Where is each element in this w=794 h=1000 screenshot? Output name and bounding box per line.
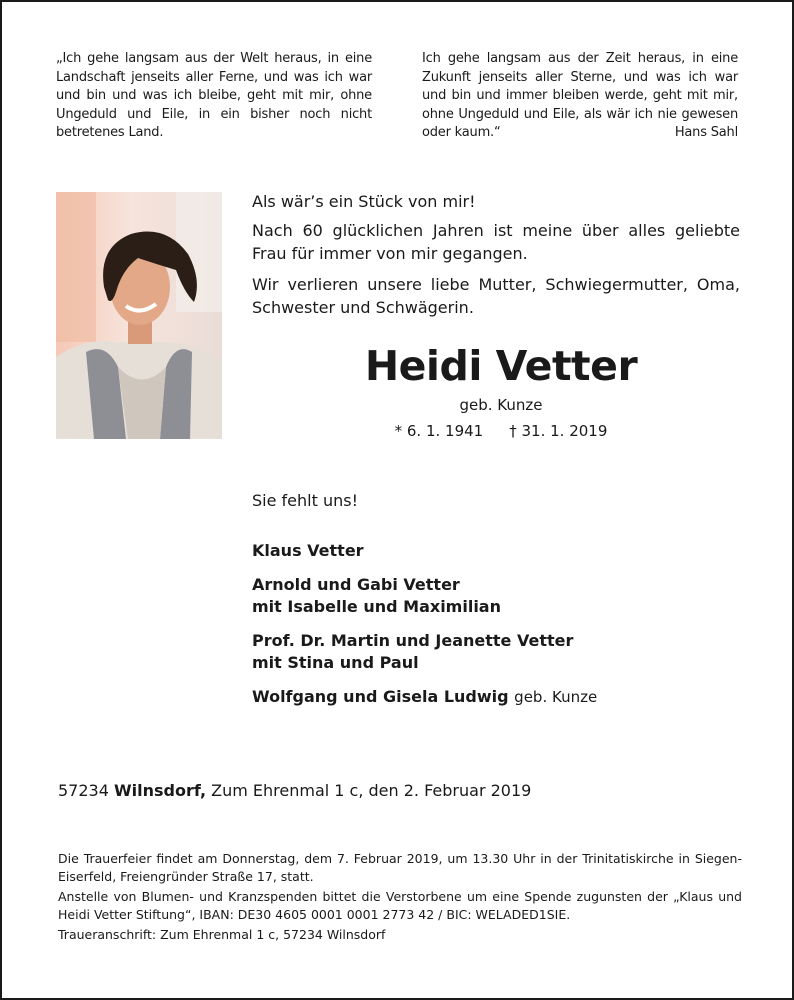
donation-info: Anstelle von Blumen- und Kranzspenden bittet die Verstorbene um eine Spende zugunsten der „Klaus und Heidi Vetter Stiftung“, IBAN: DE30 4605 0001 0001 2773 42 / BIC: WELADED1SIE. <box>58 889 742 922</box>
portrait-image <box>56 192 222 439</box>
mourner-line: Wolfgang und Gisela Ludwig <box>252 686 509 706</box>
mourning-address: Traueranschrift: Zum Ehrenmal 1 c, 57234 Wilnsdorf <box>58 927 386 942</box>
quote-left-text: „Ich gehe langsam aus der Welt heraus, in eine Landschaft jenseits aller Ferne, und was ich war und bin und was ich bleibe, geht mit mir, ohne Ungeduld und Eile, in ein bisher noch nicht betretenes Land. <box>56 51 372 140</box>
location-date <box>58 781 531 800</box>
mourner-line: Prof. Dr. Martin und Jeanette Vetter <box>252 630 574 650</box>
location-town: Wilnsdorf, <box>114 781 207 800</box>
paragraph-marriage: Nach 60 glücklichen Jahren ist meine über alles geliebte Frau für immer von mir gegangen. <box>252 221 740 263</box>
mourner-entry <box>252 686 740 709</box>
mourner-entry <box>252 630 740 675</box>
life-dates <box>252 422 740 440</box>
birth-date: * 6. 1. 1941 <box>394 422 484 440</box>
mourner-line: mit Isabelle und Maximilian <box>252 597 501 616</box>
maiden-name: geb. Kunze <box>459 396 543 414</box>
location-rest: Zum Ehrenmal 1 c, den 2. Februar 2019 <box>211 781 532 800</box>
mourner-entry <box>252 574 740 619</box>
mourner-suffix: geb. Kunze <box>514 687 598 706</box>
mourner-line: mit Stina und Paul <box>252 653 419 672</box>
closing-line: Sie fehlt uns! <box>252 491 358 510</box>
quote-left <box>56 50 372 143</box>
paragraph-family: Wir verlieren unsere liebe Mutter, Schwiegermutter, Oma, Schwester und Schwägerin. <box>252 275 740 317</box>
mourner-entry <box>252 540 740 563</box>
quote-right <box>422 50 738 143</box>
quote-author: Hans Sahl <box>674 125 738 140</box>
death-date: † 31. 1. 2019 <box>509 422 608 440</box>
mourners-list <box>252 540 740 719</box>
mourner-line: Klaus Vetter <box>252 541 364 560</box>
location-zip: 57234 <box>58 781 109 800</box>
funeral-info: Die Trauerfeier findet am Donnerstag, dem 7. Februar 2019, um 13.30 Uhr in der Trinitatiskirche in Siegen-Eiserfeld, Freiengründer Straße 17, statt. <box>58 851 742 884</box>
funeral-notes <box>58 850 742 947</box>
intro-line: Als wär’s ein Stück von mir! <box>252 192 476 211</box>
deceased-name: Heidi Vetter <box>364 342 638 390</box>
portrait-photo <box>56 192 222 439</box>
mourner-line: Arnold und Gabi Vetter <box>252 574 460 594</box>
quote-right-text: Ich gehe langsam aus der Zeit heraus, in eine Zukunft jenseits aller Sterne, und was ich war und bin und immer bleiben werde, geht mit mir, ohne Ungeduld und Eile, als wär ich nie gewesen oder kaum.“ <box>422 51 738 140</box>
